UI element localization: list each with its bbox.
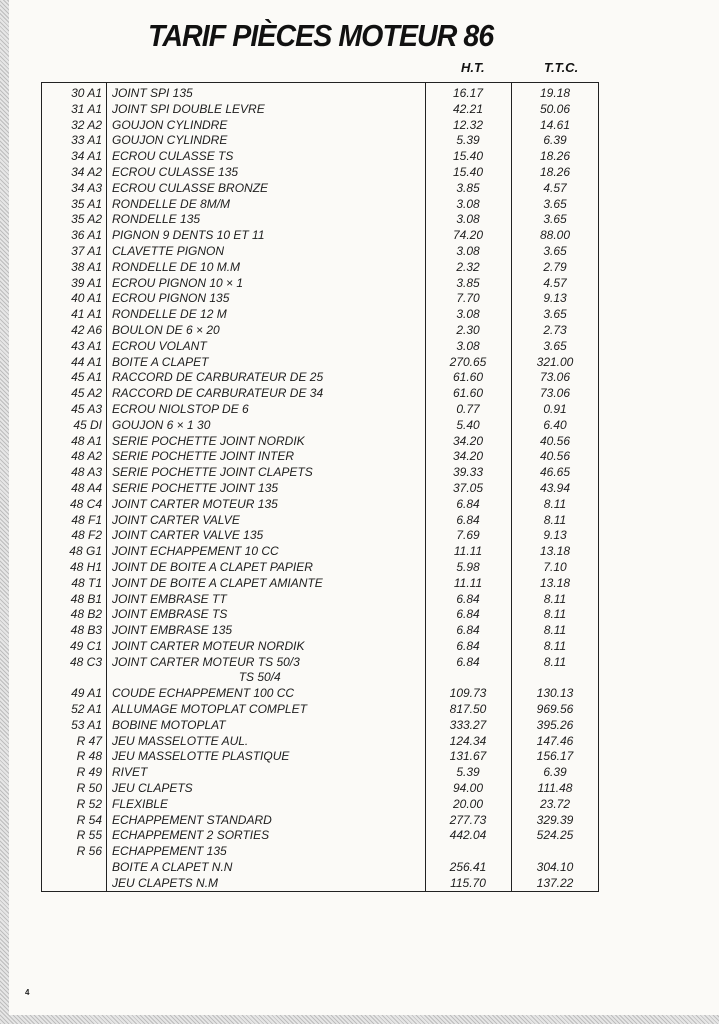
price-ttc: 524.25 [536,828,574,843]
price-ttc: 8.11 [543,654,567,669]
price-ttc: 9.13 [543,528,567,543]
price-ttc: 43.94 [539,480,571,495]
price-ht: 817.50 [449,702,487,717]
price-ttc: 73.06 [539,386,571,401]
part-reference: 34 A1 [71,149,102,164]
table-row [42,465,598,481]
part-reference: R 54 [76,812,102,827]
part-reference: 48 G1 [69,544,102,559]
price-ttc: 8.11 [543,623,567,638]
price-ht: 15.40 [452,164,484,179]
price-ttc: 6.39 [543,765,567,780]
part-reference: R 49 [76,765,102,780]
part-description: JOINT ECHAPPEMENT 10 CC [112,544,279,559]
part-reference: 31 A1 [71,101,102,116]
part-reference: 43 A1 [71,338,102,353]
table-row [42,165,598,181]
price-ttc: 9.13 [543,291,567,306]
table-row [42,718,598,734]
price-ht: 124.34 [449,733,487,748]
price-ttc: 304.10 [536,860,574,875]
price-ht: 61.60 [452,370,484,385]
part-description: BOITE A CLAPET N.N [112,860,233,875]
part-description: JOINT EMBRASE 135 [112,623,233,638]
part-reference: 34 A2 [71,164,102,179]
part-description: ECROU CULASSE BRONZE [112,180,269,195]
part-description: JOINT CARTER VALVE [112,512,240,527]
price-ht: 131.67 [449,749,487,764]
part-description: JEU CLAPETS [112,781,193,796]
price-ttc: 8.11 [543,607,567,622]
part-description: COUDE ECHAPPEMENT 100 CC [112,686,295,701]
table-row [42,370,598,386]
table-row [42,291,598,307]
part-reference: 37 A1 [71,243,102,258]
price-ht: 3.08 [456,338,480,353]
price-ht: 11.11 [453,575,483,590]
table-row [42,592,598,608]
part-description: BOITE A CLAPET [112,354,209,369]
part-reference: 48 B1 [70,591,102,606]
price-ttc: 156.17 [536,749,574,764]
part-description: SERIE POCHETTE JOINT NORDIK [112,433,305,448]
part-reference: 48 F2 [71,528,102,543]
price-ht: 5.40 [456,417,480,432]
part-reference: 45 A3 [71,401,102,416]
part-reference: 48 C3 [69,654,102,669]
part-description: RACCORD DE CARBURATEUR DE 34 [112,386,324,401]
table-row [42,418,598,434]
table-row [42,481,598,497]
table-row [42,560,598,576]
price-ttc: 8.11 [543,512,567,527]
table-row [42,734,598,750]
part-reference: 35 A1 [71,196,102,211]
part-description: PIGNON 9 DENTS 10 ET 11 [112,228,265,243]
part-reference: 48 B2 [70,607,102,622]
part-description: ECROU VOLANT [112,338,207,353]
price-ht: 5.39 [456,765,480,780]
part-reference: 32 A2 [71,117,102,132]
part-description: SERIE POCHETTE JOINT 135 [112,480,279,495]
price-ht: 15.40 [452,149,484,164]
table-row [42,86,598,102]
price-ttc: 40.56 [539,433,571,448]
price-ttc: 3.65 [543,307,567,322]
table-row [42,607,598,623]
price-ht: 11.11 [453,544,483,559]
part-description: GOUJON 6 × 1 30 [112,417,211,432]
price-ht: 6.84 [456,591,480,606]
price-ttc: 7.10 [543,559,567,574]
price-ht: 7.70 [456,291,480,306]
part-reference: 53 A1 [71,717,102,732]
price-ht: 2.30 [456,322,480,337]
part-reference: 38 A1 [71,259,102,274]
table-row [42,244,598,260]
price-ttc: 14.61 [539,117,571,132]
part-description: JOINT DE BOITE A CLAPET AMIANTE [112,575,323,590]
price-ht: 42.21 [452,101,484,116]
price-ht: 270.65 [449,354,487,369]
price-ht: 6.84 [456,607,480,622]
price-ht: 34.20 [452,433,484,448]
part-description: BOBINE MOTOPLAT [112,717,226,732]
page-title: TARIF PIÈCES MOTEUR 86 [148,18,494,53]
part-reference: 36 A1 [71,228,102,243]
part-description: ECROU PIGNON 135 [112,291,230,306]
price-ttc: 130.13 [536,686,574,701]
page-number: 4 [25,988,30,997]
table-row [42,118,598,134]
price-ttc: 329.39 [536,812,574,827]
part-reference: 30 A1 [71,86,102,100]
price-ttc: 4.57 [543,275,567,290]
price-ttc: 147.46 [536,733,574,748]
price-ht: 333.27 [449,717,487,732]
part-reference: 48 C4 [69,496,102,511]
part-reference: 35 A2 [71,212,102,227]
part-description: SERIE POCHETTE JOINT INTER [112,449,295,464]
price-ttc: 3.65 [543,196,567,211]
price-ttc: 6.39 [543,133,567,148]
price-ttc: 6.40 [543,417,567,432]
price-ttc: 321.00 [536,354,574,369]
price-ttc: 50.06 [539,101,571,116]
price-ttc: 88.00 [539,228,571,243]
part-description: ECHAPPEMENT 135 [112,844,227,859]
part-description: JOINT DE BOITE A CLAPET PAPIER [112,559,313,574]
part-description: RACCORD DE CARBURATEUR DE 25 [112,370,324,385]
price-ttc: 40.56 [539,449,571,464]
part-reference: R 50 [76,781,102,796]
part-description: JEU MASSELOTTE PLASTIQUE [112,749,290,764]
table-body [42,86,598,892]
part-reference: 39 A1 [71,275,102,290]
price-ht: 2.32 [456,259,480,274]
part-reference: 41 A1 [71,307,102,322]
price-ht: 34.20 [452,449,484,464]
price-ttc: 13.18 [539,575,571,590]
table-row [42,497,598,513]
price-ht: 94.00 [452,781,484,796]
table-row [42,528,598,544]
part-description: JEU CLAPETS N.M [112,875,219,890]
part-description: JEU MASSELOTTE AUL. [112,733,249,748]
part-description: ECROU CULASSE TS [112,149,234,164]
price-ttc: 137.22 [536,875,574,890]
part-reference: 52 A1 [71,702,102,717]
table-row [42,181,598,197]
price-ht: 3.08 [456,196,480,211]
part-description: CLAVETTE PIGNON [112,243,225,258]
price-ht: 16.17 [452,86,484,100]
part-description: SERIE POCHETTE JOINT CLAPETS [112,465,313,480]
part-reference: 48 H1 [69,559,102,574]
table-row [42,828,598,844]
price-ht: 6.84 [456,654,480,669]
part-description: FLEXIBLE [112,796,169,811]
price-ht: 5.39 [456,133,480,148]
price-ht: 5.98 [456,559,480,574]
part-reference: 48 T1 [71,575,102,590]
table-row [42,212,598,228]
price-ttc: 46.65 [539,465,571,480]
price-ht: 6.84 [456,638,480,653]
part-description: RONDELLE DE 10 M.M [112,259,241,274]
table-row [42,876,598,892]
part-reference: 40 A1 [71,291,102,306]
table-row [42,402,598,418]
part-reference: R 55 [76,828,102,843]
price-ht: 61.60 [452,386,484,401]
part-description: ECROU PIGNON 10 × 1 [112,275,244,290]
table-row [42,513,598,529]
column-header-ht: H.T. [461,60,485,75]
price-ht: 3.08 [456,243,480,258]
table-row [42,781,598,797]
table-row [42,339,598,355]
price-table [41,82,599,892]
table-row [42,844,598,860]
price-ttc: 111.48 [537,781,573,796]
table-row [42,449,598,465]
part-reference: 48 A4 [71,480,102,495]
price-ttc: 2.79 [543,259,567,274]
part-reference: 48 A3 [71,465,102,480]
part-description: JOINT CARTER MOTEUR 135 [112,496,278,511]
part-reference: R 48 [76,749,102,764]
table-row [42,749,598,765]
part-description: GOUJON CYLINDRE [112,117,228,132]
price-ht: 6.84 [456,496,480,511]
table-row [42,797,598,813]
table-row [42,765,598,781]
table-row [42,260,598,276]
price-ht: 442.04 [449,828,487,843]
table-row [42,197,598,213]
part-description: JOINT CARTER MOTEUR NORDIK [112,638,305,653]
part-description: RONDELLE DE 12 M [112,307,227,322]
price-ttc: 0.91 [543,401,567,416]
price-ttc: 3.65 [543,338,567,353]
price-ttc: 969.56 [536,702,574,717]
table-row [42,386,598,402]
part-description: JOINT CARTER VALVE 135 [112,528,264,543]
part-description: RONDELLE DE 8M/M [112,196,231,211]
part-reference: R 47 [76,733,102,748]
part-description: ECHAPPEMENT STANDARD [112,812,272,827]
part-reference: 48 F1 [71,512,102,527]
part-description: JOINT EMBRASE TS [112,607,228,622]
part-description: ALLUMAGE MOTOPLAT COMPLET [112,702,307,717]
table-row [42,670,598,686]
price-ht: 6.84 [456,512,480,527]
table-row [42,355,598,371]
table-row [42,149,598,165]
part-reference: 34 A3 [71,180,102,195]
part-reference: 48 B3 [70,623,102,638]
part-reference: R 52 [76,796,102,811]
table-row [42,307,598,323]
table-row [42,323,598,339]
table-row [42,702,598,718]
price-ttc: 2.73 [543,322,567,337]
part-reference: 45 A2 [71,386,102,401]
price-ht: 12.32 [452,117,484,132]
price-ht: 3.85 [456,275,480,290]
page-left-edge [0,0,9,1024]
table-row [42,228,598,244]
table-row [42,276,598,292]
price-ttc: 18.26 [539,149,571,164]
part-description: JOINT EMBRASE TT [112,591,227,606]
price-ttc: 8.11 [543,496,567,511]
part-description: RIVET [112,765,148,780]
price-ttc: 23.72 [539,796,571,811]
part-description: RONDELLE 135 [112,212,201,227]
page-bottom-edge [0,1015,719,1024]
price-ht: 20.00 [452,796,484,811]
part-description: JOINT SPI DOUBLE LEVRE [112,101,265,116]
table-row [42,576,598,592]
price-ttc: 8.11 [543,591,567,606]
part-description: ECROU NIOLSTOP DE 6 [112,401,249,416]
part-reference: 45 DI [73,417,102,432]
part-reference: 48 A1 [71,433,102,448]
price-ttc: 18.26 [539,164,571,179]
part-reference: 49 A1 [71,686,102,701]
price-ht: 109.73 [449,686,487,701]
price-ht: 37.05 [452,480,484,495]
part-reference: 33 A1 [71,133,102,148]
part-reference: 49 C1 [69,638,102,653]
part-reference: 42 A6 [71,322,102,337]
table-row [42,655,598,671]
table-row [42,544,598,560]
price-ttc: 73.06 [539,370,571,385]
part-description: JOINT CARTER MOTEUR TS 50/3 [112,654,300,669]
price-ht: 3.85 [456,180,480,195]
part-reference: 44 A1 [71,354,102,369]
table-row [42,813,598,829]
price-ttc: 19.18 [539,86,571,100]
column-header-ttc: T.T.C. [544,60,579,75]
price-ht: 74.20 [452,228,484,243]
part-description: ECROU CULASSE 135 [112,164,239,179]
table-row [42,623,598,639]
price-ttc: 3.65 [543,212,567,227]
table-row [42,686,598,702]
price-ht: 115.70 [450,875,486,890]
price-ttc: 395.26 [536,717,574,732]
part-reference: 48 A2 [71,449,102,464]
price-ht: 3.08 [456,307,480,322]
price-ttc: 8.11 [543,638,567,653]
price-ht: 7.69 [456,528,480,543]
part-description: GOUJON CYLINDRE [112,133,228,148]
price-ht: 3.08 [456,212,480,227]
table-row [42,639,598,655]
price-ht: 0.77 [456,401,480,416]
price-ht: 39.33 [452,465,484,480]
part-reference: 45 A1 [71,370,102,385]
table-row [42,434,598,450]
price-ht: 277.73 [449,812,487,827]
price-ht: 6.84 [456,623,480,638]
price-ht: 256.41 [449,860,487,875]
table-row [42,102,598,118]
part-reference: R 56 [76,844,102,859]
table-row [42,133,598,149]
price-ttc: 13.18 [539,544,571,559]
price-ttc: 3.65 [543,243,567,258]
part-description: ECHAPPEMENT 2 SORTIES [112,828,270,843]
part-description: TS 50/4 [112,670,281,685]
part-description: JOINT SPI 135 [112,86,193,100]
part-description: BOULON DE 6 × 20 [112,322,220,337]
table-row [42,860,598,876]
price-ttc: 4.57 [543,180,567,195]
